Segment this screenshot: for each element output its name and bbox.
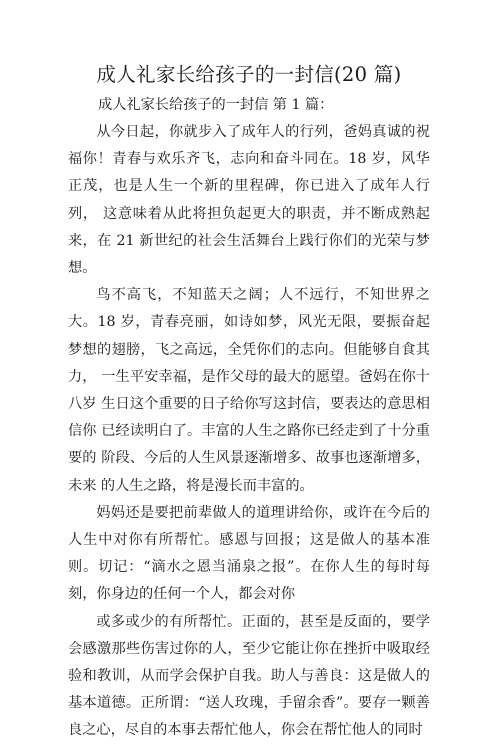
document-subtitle: 成人礼家长给孩子的一封信 第 1 篇： xyxy=(98,97,334,113)
paragraph-2: 鸟不高飞，不知蓝天之阔；人不远行，不知世界之大。18 岁，青春亮丽，如诗如梦，风光无限，要振奋起梦想的翅膀，飞之高远，全凭你们的志向。但能够自食其力， 一生平安幸福，是作父母的最大的愿望。爸妈在你十八岁 生日这个重要的日子给你写这封信，要表达的意思相信你 已经读明白了。丰富的人生之路你已经走到了十分重要的 阶段、今后的人生风景逐渐增多、故事也逐渐增多，未来 的人生之路，将是漫长而丰富的。 xyxy=(68,287,430,494)
paragraph-4: 或多或少的有所帮忙。正面的，甚至是反面的，要学会感激那些伤害过你的人，至少它能让你在挫折中吸取经验和教训，从而学会保护自我。助人与善良：这是做人的基本道德。正所谓：“送人玫瑰，手留余香”。要存一颗善良之心，尽自的本事去帮忙他人，你会在帮忙他人的同时 xyxy=(68,613,430,739)
paragraph-1: 从今日起，你就步入了成年人的行列，爸妈真诚的祝福你！青春与欢乐齐飞，志向和奋斗同在。18 岁，风华正茂，也是人生一个新的里程碑，你已进入了成年人行列， 这意味着从此将担负起更大的职责，并不断成熟起来，在 21 新世纪的社会生活舞台上践行你们的光荣与梦想。 xyxy=(68,124,430,277)
paragraph-3: 妈妈还是要把前辈做人的道理讲给你，或许在今后的人生中对你有所帮忙。感恩与回报；这是做人的基本准则。切记：“滴水之恩当涌泉之报”。在你人生的每时每刻，你身边的任何一个人，都会对你 xyxy=(68,504,430,603)
document-title: 成人礼家长给孩子的一封信(20 篇) xyxy=(96,63,402,86)
